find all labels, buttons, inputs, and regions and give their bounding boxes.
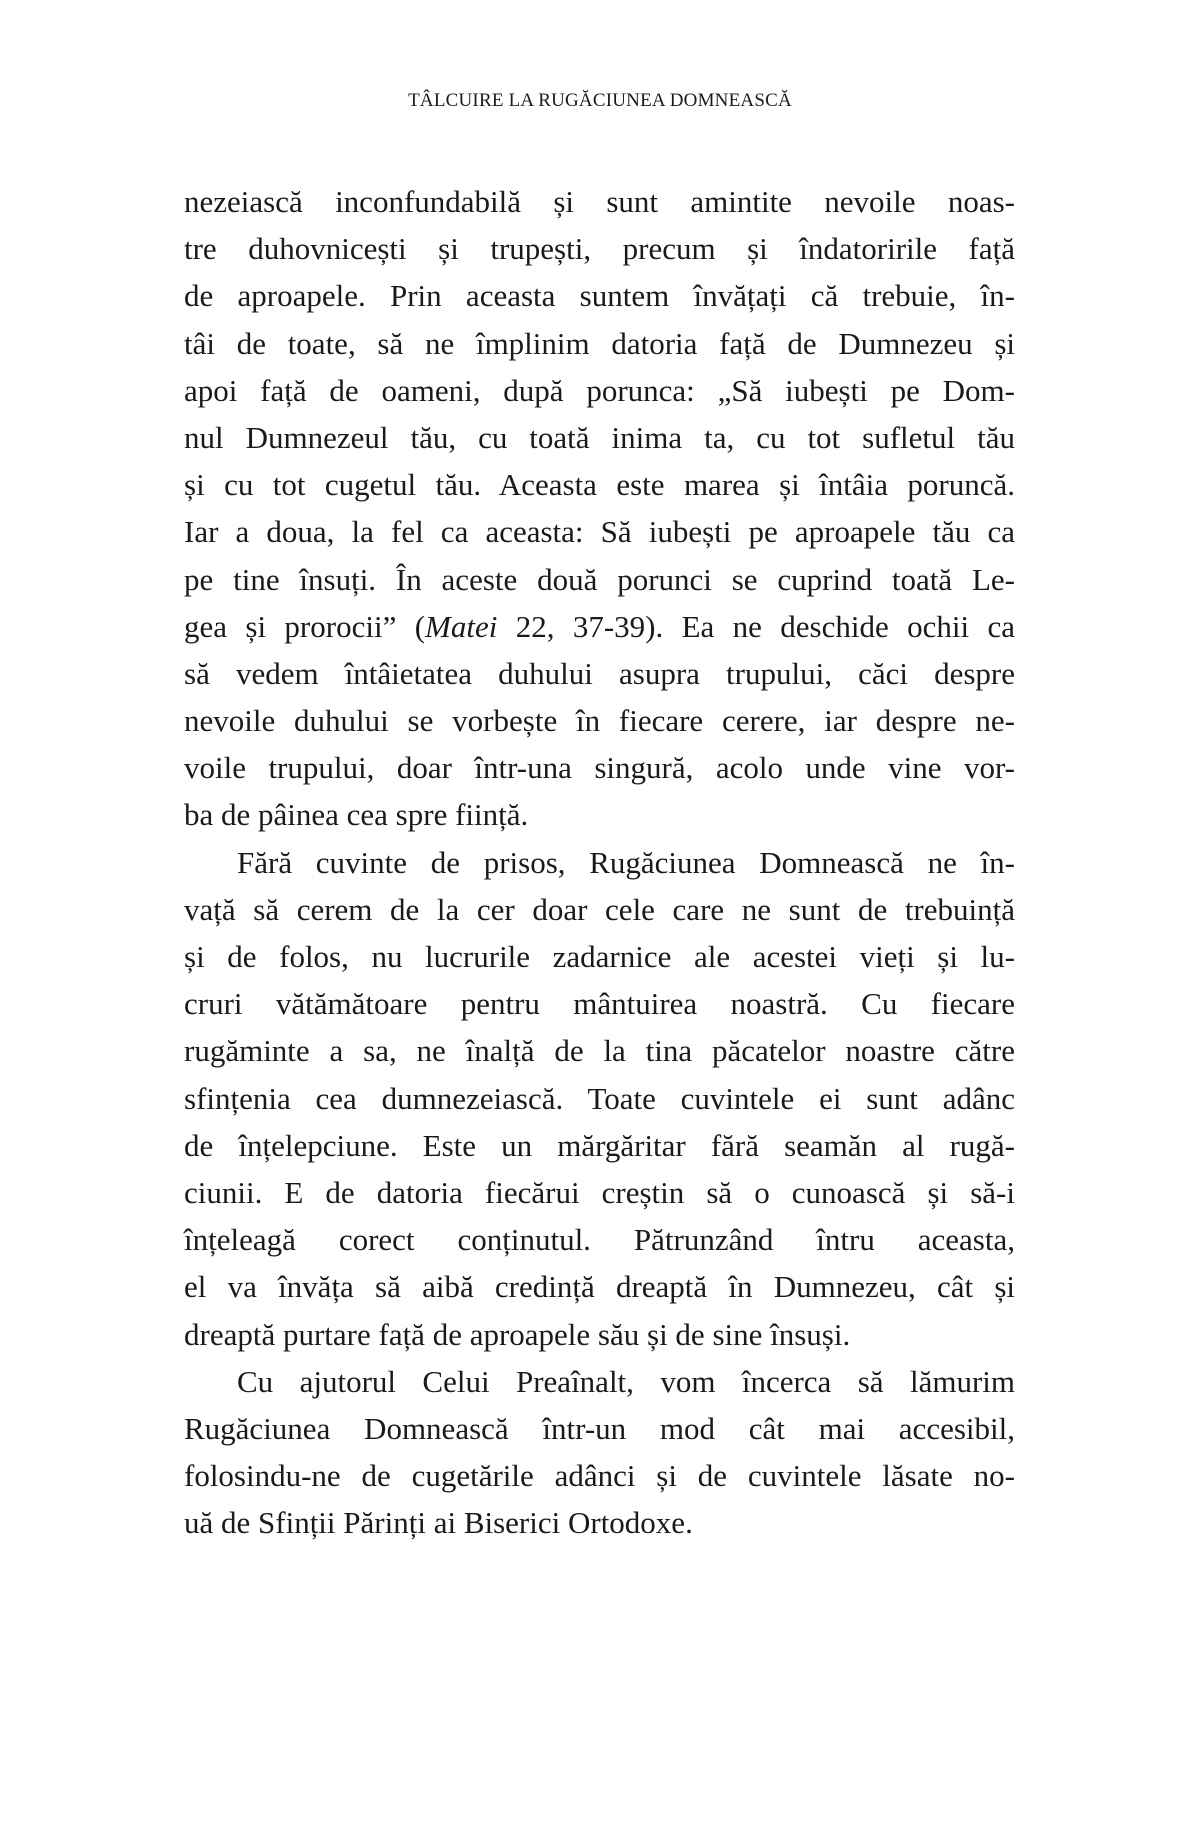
citation-book: Matei [425, 608, 498, 644]
text-line: ba de pâinea cea spre ființă. [184, 797, 529, 833]
text-line: apoi față de oameni, după porunca: „Să iubești pe Dom- [184, 372, 1015, 408]
text-line: tre duhovnicești și trupești, precum și îndatoririle față [184, 231, 1015, 267]
text-line: uă de Sfinții Părinți ai Biserici Ortodoxe. [184, 1505, 693, 1541]
running-header: TÂLCUIRE LA RUGĂCIUNEA DOMNEASCĂ [408, 90, 792, 111]
text-line: să vedem întâietatea duhului asupra trupului, căci despre [184, 655, 1015, 691]
text-line: pe tine însuți. În aceste două porunci se cuprind toată Le- [184, 561, 1015, 597]
text-segment: gea și prorocii” ( [184, 608, 426, 644]
text-line: și cu tot cugetul tău. Aceasta este marea și întâia poruncă. [184, 467, 1015, 503]
text-line: înțeleagă corect conținutul. Pătrunzând întru aceasta, [184, 1222, 1015, 1258]
text-line: Fără cuvinte de prisos, Rugăciunea Domnească ne în- [237, 844, 1015, 880]
text-line: Cu ajutorul Celui Preaînalt, vom încerca să lămurim [237, 1363, 1015, 1399]
text-line: voile trupului, doar într-una singură, acolo unde vine vor- [184, 750, 1015, 786]
paragraph-1 [184, 178, 1015, 839]
text-line: tâi de toate, să ne împlinim datoria față de Dumnezeu și [184, 325, 1015, 361]
text-line: ciunii. E de datoria fiecărui creștin să o cunoască și să-i [184, 1174, 1015, 1210]
text-line: sfințenia cea dumnezeiască. Toate cuvintele ei sunt adânc [184, 1080, 1015, 1116]
text-line: el va învăța să aibă credință dreaptă în Dumnezeu, cât și [184, 1269, 1015, 1305]
text-line: Rugăciunea Domnească într-un mod cât mai accesibil, [184, 1410, 1015, 1446]
text-line: de aproapele. Prin aceasta suntem învățați că trebuie, în- [184, 278, 1015, 314]
text-line: de înțelepciune. Este un mărgăritar fără seamăn al rugă- [184, 1127, 1015, 1163]
text-line: Iar a doua, la fel ca aceasta: Să iubești pe aproapele tău ca [184, 514, 1015, 550]
text-line: dreaptă purtare față de aproapele său și de sine însuși. [184, 1316, 851, 1352]
text-line-citation [184, 603, 1015, 650]
paragraph-2 [184, 839, 1015, 1358]
text-line: și de folos, nu lucrurile zadarnice ale acestei vieți și lu- [184, 939, 1015, 974]
text-line: nezeiască inconfundabilă și sunt amintite nevoile noas- [184, 184, 1015, 219]
text-segment: 22, 37-39). Ea ne deschide ochii ca [497, 608, 1015, 644]
text-line: rugăminte a sa, ne înalță de la tina păcatelor noastre către [184, 1033, 1015, 1069]
text-line: nevoile duhului se vorbește în fiecare cerere, iar despre ne- [184, 703, 1015, 739]
text-line: cruri vătămătoare pentru mântuirea noastră. Cu fiecare [184, 986, 1015, 1022]
body-text [184, 178, 1015, 1546]
text-line: folosindu-ne de cugetările adânci și de cuvintele lăsate no- [184, 1458, 1015, 1494]
paragraph-3 [184, 1358, 1015, 1547]
text-line: vață să cerem de la cer doar cele care ne sunt de trebuință [184, 891, 1015, 927]
text-line: nul Dumnezeul tău, cu toată inima ta, cu tot sufletul tău [184, 419, 1015, 455]
